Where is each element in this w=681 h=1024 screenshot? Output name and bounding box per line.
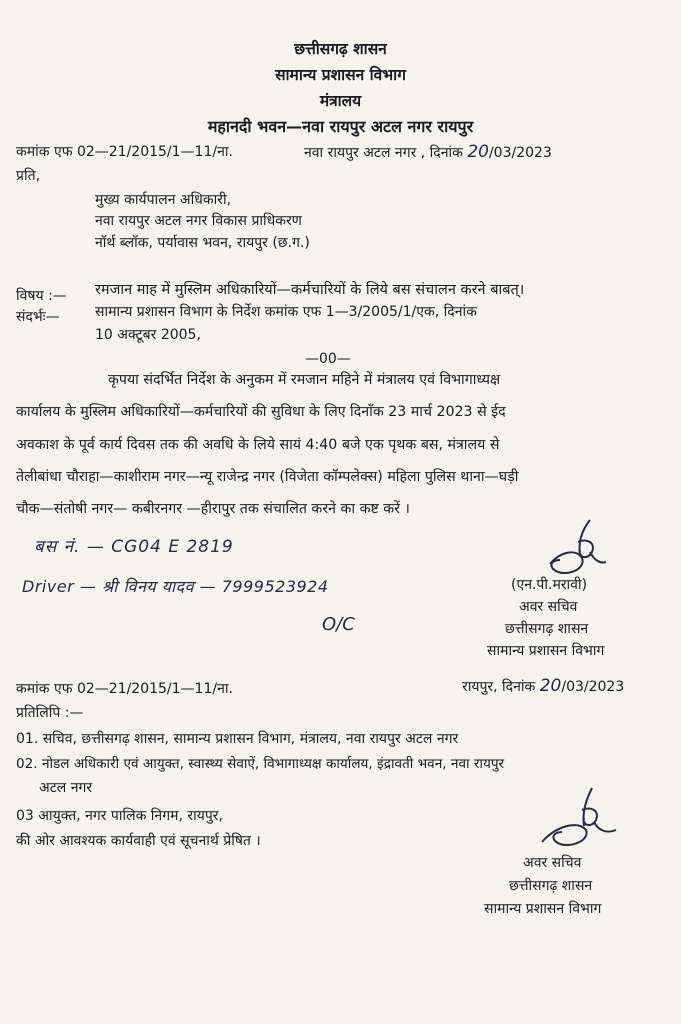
header-department: सामान्य प्रशासन विभाग [275,66,406,84]
subject-label: विषय :— [16,288,67,304]
addressee-line1: मुख्य कार्यपालन अधिकारी, [95,192,232,208]
handwritten-driver: Driver — श्री विनय यादव — 7999523924 [22,577,329,596]
copy-closing: की ओर आवश्यक कार्यवाही एवं सूचनार्थ प्रेषित । [16,833,261,849]
signatory-dept: सामान्य प्रशासन विभाग [487,643,605,659]
copy-place-prefix: रायपुर, दिनांक [462,679,536,695]
body-line-4: तेलीबांधा चौराहा—काशीराम नगर—न्यू राजेन्द्र नगर (विजेता कॉम्पलेक्स) महिला पुलिस थाना—घड़ी [16,469,519,485]
copy-date-suffix: /03/2023 [561,679,625,695]
signatory2-dept: सामान्य प्रशासन विभाग [484,901,602,917]
copy-item-2-line2: अटल नगर [39,780,93,796]
signature-graphic [520,512,610,582]
copy-date-handwritten: 20 [539,676,562,696]
subject-text: रमजान माह में मुस्लिम अधिकारियों—कर्मचारियों के लिये बस संचालन करने बाबत्। [95,282,525,298]
reference-label: संदर्भः— [16,309,60,325]
ref-number: कमांक एफ 02—21/2015/1—11/ना. [16,144,233,160]
body-line-5: चौक—संतोषी नगर— कबीरनगर —हीरापुर तक संचालित करने का कष्ट करें । [16,501,410,517]
copy-ref-number: कमांक एफ 02—21/2015/1—11/ना. [16,681,233,697]
ref-place-date [304,143,552,162]
header-ministry: मंत्रालय [319,92,362,110]
header-address: महानदी भवन—नवा रायपुर अटल नगर रायपुर [207,117,474,136]
copy-place-date [462,677,624,696]
signatory-designation: अवर सचिव [519,599,578,615]
signatory2-designation: अवर सचिव [523,855,582,871]
body-line-2: कार्यालय के मुस्लिम अधिकारियों—कर्मचारियों की सुविधा के लिए दिनाँक 23 मार्च 2023 से ईद [16,404,506,420]
copy-item-2-line1: 02. नोडल अधिकारी एवं आयुक्त, स्वास्थ्य सेवाऐं, विभागाध्यक्ष कार्यालय, इंद्रावती भवन, नवा रायपुर [16,756,505,772]
signatory2-govt: छत्तीसगढ़ शासन [509,878,593,894]
header-govt: छत्तीसगढ़ शासन [294,40,387,58]
copy-item-1: 01. सचिव, छत्तीसगढ़ शासन, सामान्य प्रशासन विभाग, मंत्रालय, नवा रायपुर अटल नगर [16,731,459,747]
signatory-govt: छत्तीसगढ़ शासन [505,621,589,637]
ref-date-suffix: /03/2023 [488,145,552,161]
copy-item-3: 03 आयुक्त, नगर पालिक निगम, रायपुर, [16,808,223,824]
signatory-name: (एन.पी.मरावी) [511,577,588,593]
addressee-line3: नॉर्थ ब्लॉक, पर्यावास भवन, रायपुर (छ.ग.) [95,235,310,251]
reference-line2: 10 अक्टूबर 2005, [95,327,201,343]
separator: —00— [305,351,351,367]
pratilipi-label: प्रतिलिपि :— [16,705,84,721]
body-line-3: अवकाश के पूर्व कार्य दिवस तक की अवधि के लिये सायं 4:40 बजे एक पृथक बस, मंत्रालय से [16,437,500,453]
handwritten-bus-number: बस नं. — CG04 E 2819 [34,537,234,557]
addressee-line2: नवा रायपुर अटल नगर विकास प्राधिकरण [95,213,302,229]
ref-date-handwritten: 20 [467,142,489,162]
reference-line1: सामान्य प्रशासन विभाग के निर्देश कमांक एफ 1—3/2005/1/एक, दिनांक [95,304,477,320]
body-line-1: कृपया संदर्भित निर्देश के अनुकम में रमजान महिने में मंत्रालय एवं विभागाध्यक्ष [108,372,501,388]
ref-place-prefix: नवा रायपुर अटल नगर , दिनांक [304,145,463,161]
handwritten-oc: O/C [322,614,355,635]
signature-graphic-2 [520,782,620,852]
prati-label: प्रति, [16,168,41,184]
